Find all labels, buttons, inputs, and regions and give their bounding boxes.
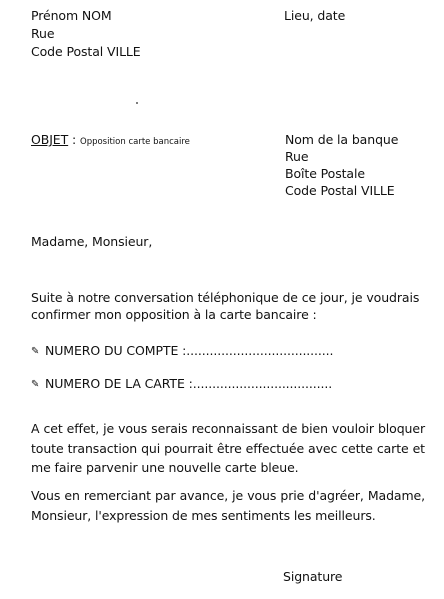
intro-line-2: confirmer mon opposition à la carte bancaire : [31,307,317,322]
intro-line-1: Suite à notre conversation téléphonique de ce jour, je voudrais [31,290,420,305]
account-number-label: NUMERO DU COMPTE :...................................... [45,343,334,358]
body-paragraph: A cet effet, je vous serais reconnaissant de bien vouloir bloquer toute transaction qui pourrait être effectuée avec cette carte et me faire parvenir une nouvelle carte bleue. [31,421,425,475]
sender-name: Prénom NOM [31,8,112,23]
sender-street: Rue [31,26,55,41]
subject-label: OBJET [31,132,69,147]
recipient-bank: Nom de la banque [285,132,399,147]
sender-city: Code Postal VILLE [31,44,141,59]
account-number-field [31,342,333,362]
pencil-icon: ✎ [31,379,40,390]
subject-text: Opposition carte bancaire [80,137,190,147]
signature-label: Signature [283,569,343,584]
place-date: Lieu, date [284,8,346,23]
recipient-city: Code Postal VILLE [285,183,395,198]
recipient-po-box: Boîte Postale [285,166,365,181]
subject-separator: : [68,132,80,147]
recipient-street: Rue [285,149,309,164]
card-number-label: NUMERO DE LA CARTE :.................................... [45,376,333,391]
salutation: Madame, Monsieur, [31,234,153,249]
card-number-field [31,375,332,395]
subject-line [31,131,190,151]
scan-speck [136,102,138,104]
pencil-icon: ✎ [31,346,40,357]
closing-paragraph: Vous en remerciant par avance, je vous prie d'agréer, Madame, Monsieur, l'expression de mes sentiments les meilleurs. [31,488,425,523]
